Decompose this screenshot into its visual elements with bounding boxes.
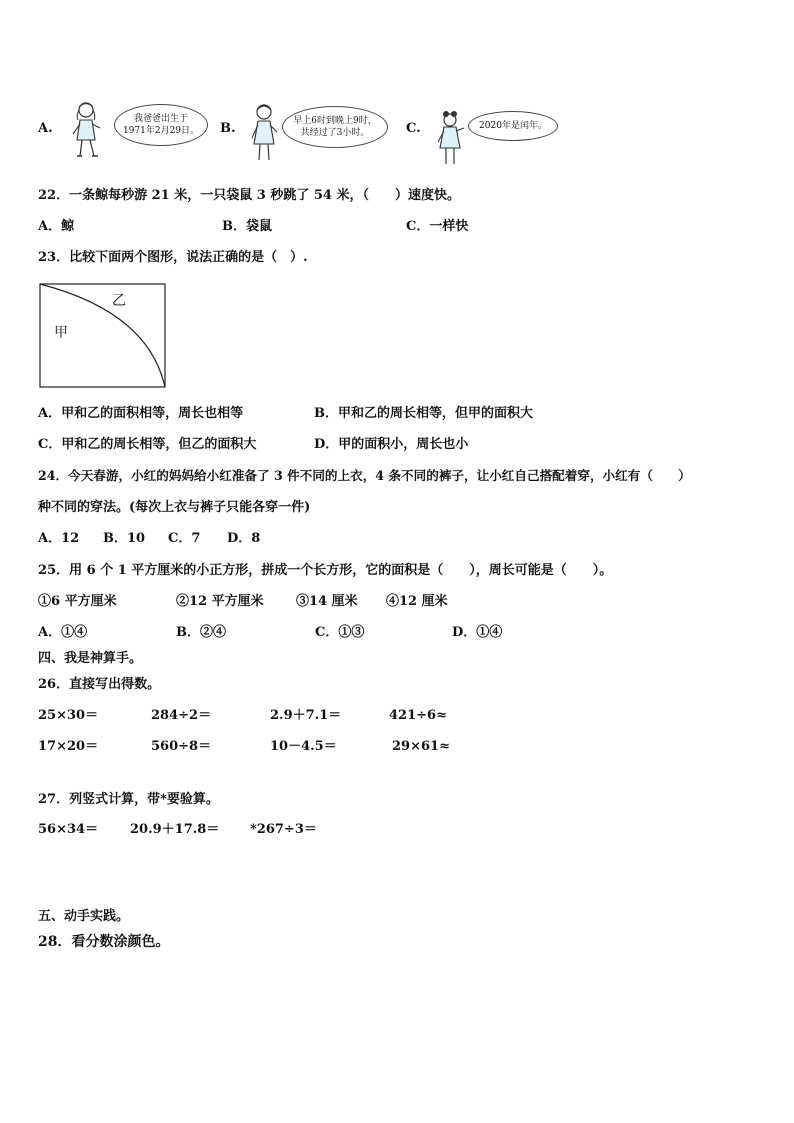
q21-bubble-a-line1: 我爸爸出生于 <box>133 114 188 124</box>
q21-bubble-b <box>282 106 388 148</box>
q25-choice-3: ③14 厘米 <box>296 594 358 609</box>
q27-item: *267÷3＝ <box>250 822 317 837</box>
q25-choice-1: ①6 平方厘米 <box>38 594 117 609</box>
q21-bubble-b-line2: 共经过了3小时。 <box>300 128 370 138</box>
q25-option-a[interactable]: A．①④ <box>38 625 88 640</box>
q21-option-c-label[interactable]: C. <box>406 121 421 136</box>
q25-option-c[interactable]: C．①③ <box>315 625 365 640</box>
q21-bubble-a-line2: 1971年2月29日。 <box>122 126 200 136</box>
girl-figure-a <box>68 98 118 162</box>
q25-stem: 25．用 6 个 1 平方厘米的小正方形，拼成一个长方形，它的面积是（ ），周长可能是（ ）。 <box>38 563 613 578</box>
q27-item: 56×34＝ <box>38 822 99 837</box>
q24-stem-line2: 种不同的穿法。(每次上衣与裤子只能各穿一件) <box>38 500 311 515</box>
q21-bubble-c-text: 2020年是闰年。 <box>479 121 547 131</box>
q21-bubble-b-line1: 早上6时到晚上9时， <box>293 116 377 126</box>
q23-option-c[interactable]: C．甲和乙的周长相等，但乙的面积大 <box>38 437 257 452</box>
q23-stem: 23．比较下面两个图形，说法正确的是（ ）. <box>38 250 308 265</box>
section-4-heading: 四、我是神算手。 <box>38 651 143 666</box>
q23-label-jia: 甲 <box>54 325 68 341</box>
q27-stem: 27．列竖式计算，带*要验算。 <box>38 792 219 807</box>
q23-option-d[interactable]: D．甲的面积小，周长也小 <box>314 437 469 452</box>
q21-bubble-a <box>114 104 208 146</box>
q26-item: 17×20＝ <box>38 739 99 754</box>
q22-option-b[interactable]: B．袋鼠 <box>222 219 272 234</box>
q24-stem-line1: 24．今天春游，小红的妈妈给小红准备了 3 件不同的上衣，4 条不同的裤子，让小红自己搭配着穿，小红有（ ） <box>38 468 691 483</box>
q21-option-b-label[interactable]: B. <box>220 121 236 136</box>
girl-figure-b <box>244 100 286 166</box>
q26-item: 560÷8＝ <box>151 739 212 754</box>
q23-option-b[interactable]: B．甲和乙的周长相等，但甲的面积大 <box>314 406 533 421</box>
q28-stem: 28．看分数涂颜色。 <box>38 934 170 950</box>
q22-option-c[interactable]: C．一样快 <box>406 219 469 234</box>
q26-item: 10－4.5＝ <box>270 739 337 754</box>
q25-option-b[interactable]: B．②④ <box>176 625 226 640</box>
q23-option-a[interactable]: A．甲和乙的面积相等，周长也相等 <box>38 406 244 421</box>
section-5-heading: 五、动手实践。 <box>38 909 130 924</box>
q24-option-b[interactable]: B．10 <box>103 531 146 546</box>
q21-option-a-label[interactable]: A. <box>38 121 53 136</box>
q26-item: 421÷6≈ <box>389 708 447 723</box>
q25-choice-4: ④12 厘米 <box>386 594 448 609</box>
q26-item: 284÷2＝ <box>151 708 212 723</box>
q26-item: 29×61≈ <box>392 739 450 754</box>
q24-option-d[interactable]: D．8 <box>227 531 261 546</box>
q25-choice-2: ②12 平方厘米 <box>176 594 264 609</box>
q26-stem: 26．直接写出得数。 <box>38 677 161 692</box>
q24-option-c[interactable]: C．7 <box>168 531 201 546</box>
q22-stem: 22．一条鲸每秒游 21 米，一只袋鼠 3 秒跳了 54 米，（ ）速度快。 <box>38 188 460 203</box>
girl-figure-c <box>430 104 470 168</box>
q21-bubble-c <box>468 111 558 141</box>
q26-item: 2.9＋7.1＝ <box>270 708 342 723</box>
q26-item: 25×30＝ <box>38 708 99 723</box>
q24-option-a[interactable]: A．12 <box>38 531 80 546</box>
q27-item: 20.9＋17.8＝ <box>130 822 220 837</box>
q25-option-d[interactable]: D．①④ <box>452 625 503 640</box>
q22-option-a[interactable]: A．鲸 <box>38 219 75 234</box>
q23-label-yi: 乙 <box>112 293 126 309</box>
